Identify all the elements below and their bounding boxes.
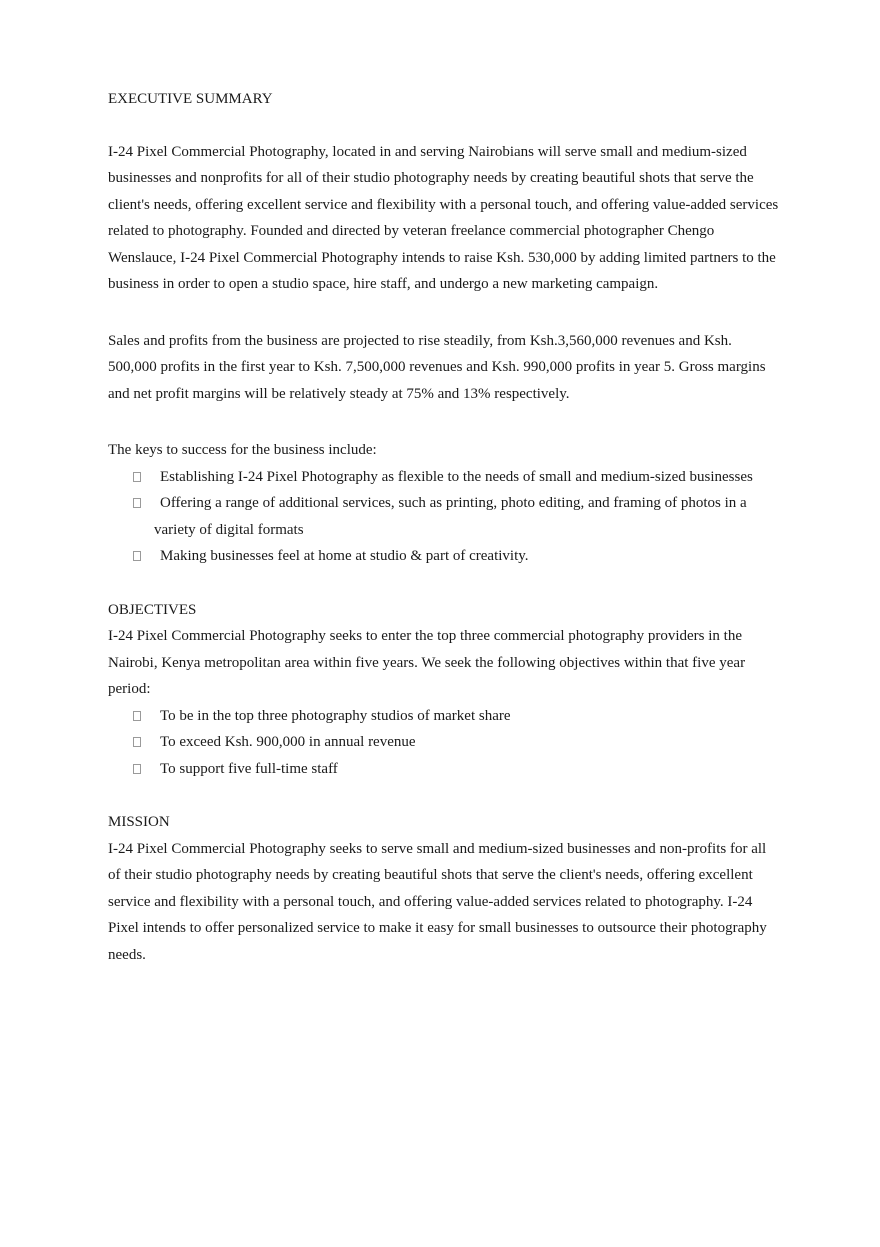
- keys-intro: The keys to success for the business include:: [108, 442, 377, 458]
- list-item: [108, 703, 780, 730]
- projections-paragraph: Sales and profits from the business are projected to rise steadily, from Ksh.3,560,000 revenues and Ksh. 500,000 profits in the first year to Ksh. 7,500,000 revenues and Ksh. 990,000 profits in year 5. Gross margins and net profit margins will be relatively steady at 75% and 13% respectively.: [108, 332, 766, 402]
- list-item: [108, 543, 780, 570]
- spacer: [108, 298, 780, 328]
- list-item-text: Establishing I-24 Pixel Photography as flexible to the needs of small and medium-sized businesses: [160, 468, 753, 485]
- bullet-box-icon: [133, 764, 141, 774]
- mission-heading: MISSION: [108, 814, 170, 830]
- list-item-text: variety of digital formats: [154, 521, 304, 538]
- objectives-paragraph: I-24 Pixel Commercial Photography seeks to enter the top three commercial photography providers in the Nairobi, Kenya metropolitan area within five years. We seek the following objectives within that five year period:: [108, 628, 746, 697]
- bullet-box-icon: [133, 472, 141, 482]
- bullet-box-icon: [133, 498, 141, 508]
- executive-summary-paragraph: I-24 Pixel Commercial Photography, located in and serving Nairobians will serve small and medium-sized businesses and nonprofits for all of their studio photography needs by creating beautiful shots that serve the client's needs, offering excellent service and flexibility with a personal touch, and offering value-added services related to photography. Founded and directed by veteran freelance commercial photographer Chengo Wenslauce, I-24 Pixel Commercial Photography intends to raise Ksh. 530,000 by adding limited partners to the business in order to open a studio space, hire staff, and undergo a new marketing campaign.: [108, 143, 779, 292]
- list-item: [108, 490, 780, 517]
- list-item: [108, 756, 780, 783]
- executive-summary-heading: EXECUTIVE SUMMARY: [108, 91, 273, 107]
- list-item: [108, 464, 780, 491]
- bullet-box-icon: [133, 551, 141, 561]
- list-item-text: Making businesses feel at home at studio & part of creativity.: [160, 548, 529, 564]
- objectives-heading: OBJECTIVES: [108, 601, 197, 618]
- list-item-continuation: [108, 517, 780, 544]
- document-page: [108, 86, 780, 968]
- mission-paragraph: I-24 Pixel Commercial Photography seeks to serve small and medium-sized businesses and non-profits for all of their studio photography needs by creating beautiful shots that serve the client's needs, offering excellent service and flexibility with a personal touch, and offering value-added services related to photography. I-24 Pixel intends to offer personalized service to make it easy for small businesses to outsource their photography needs.: [108, 840, 767, 963]
- objectives-list: [108, 703, 780, 783]
- list-item: [108, 729, 780, 756]
- spacer: [108, 113, 780, 139]
- spacer: [108, 782, 780, 809]
- list-item-text: To exceed Ksh. 900,000 in annual revenue: [160, 734, 416, 750]
- bullet-box-icon: [133, 711, 141, 721]
- list-item-text: To be in the top three photography studios of market share: [160, 707, 511, 724]
- keys-list: [108, 464, 780, 570]
- list-item-text: Offering a range of additional services, such as printing, photo editing, and framing of photos in a: [160, 495, 747, 511]
- spacer: [108, 570, 780, 597]
- list-item-text: To support five full-time staff: [160, 760, 338, 777]
- spacer: [108, 407, 780, 437]
- bullet-box-icon: [133, 737, 141, 747]
